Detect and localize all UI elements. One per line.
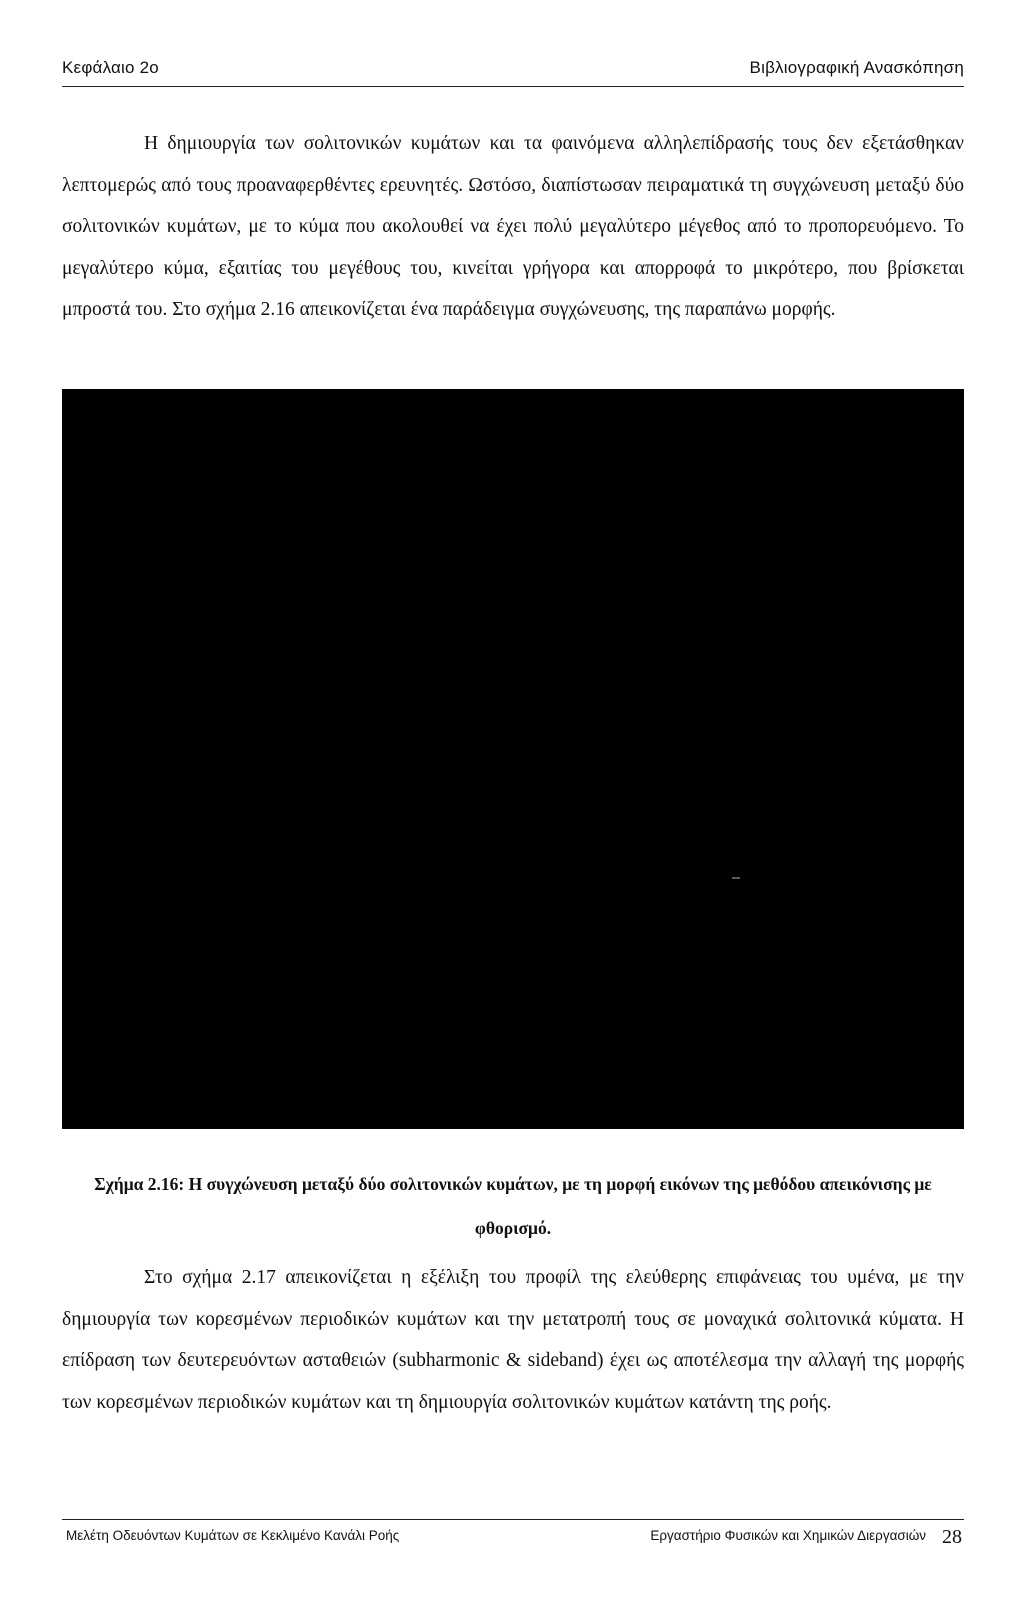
section-label: Βιβλιογραφική Ανασκόπηση — [749, 58, 964, 77]
figure-artifact — [732, 877, 740, 879]
footer-title: Μελέτη Οδευόντων Κυμάτων σε Κεκλιμένο Κανάλι Ροής — [66, 1528, 400, 1543]
page-header — [62, 56, 964, 87]
chapter-label: Κεφάλαιο 2ο — [62, 58, 159, 77]
figure-caption: Σχήμα 2.16: Η συγχώνευση μεταξύ δύο σολιτονικών κυμάτων, με τη μορφή εικόνων της μεθόδου απεικόνισης με φθορισμό. — [94, 1174, 932, 1238]
intro-paragraph: Η δημιουργία των σολιτονικών κυμάτων και τα φαινόμενα αλληλεπίδρασής τους δεν εξετάσθηκαν λεπτομερώς από τους προαναφερθέντες ερευνητές. Ωστόσο, διαπίστωσαν πειραματικά τη συγχώνευση μεταξύ δύο σολιτονικών κυμάτων, με το κύμα που ακολουθεί να έχει πολύ μεγαλύτερο μέγεθος από το προπορευόμενο. Το μεγαλύτερο κύμα, εξαιτίας του μεγέθους του, κινείται γρήγορα και απορροφά το μικρότερο, που βρίσκεται μπροστά του. Στο σχήμα 2.16 απεικονίζεται ένα παράδειγμα συγχώνευσης, της παραπάνω μορφής. — [62, 133, 964, 320]
page-number: 28 — [942, 1526, 962, 1548]
figure-image — [62, 389, 964, 1129]
footer-lab: Εργαστήριο Φυσικών και Χημικών Διεργασιών — [650, 1528, 926, 1543]
body-paragraph: Στο σχήμα 2.17 απεικονίζεται η εξέλιξη του προφίλ της ελεύθερης επιφάνειας του υμένα, με την δημιουργία των κορεσμένων περιοδικών κυμάτων και την μετατροπή τους σε μοναχικά σολιτονικά κύματα. Η επίδραση των δευτερευόντων ασταθειών (subharmonic & sideband) έχει ως αποτέλεσμα την αλλαγή της μορφής των κορεσμένων περιοδικών κυμάτων και τη δημιουργία σολιτονικών κυμάτων κατάντη της ροής. — [62, 1267, 964, 1413]
page-footer — [62, 1519, 964, 1560]
